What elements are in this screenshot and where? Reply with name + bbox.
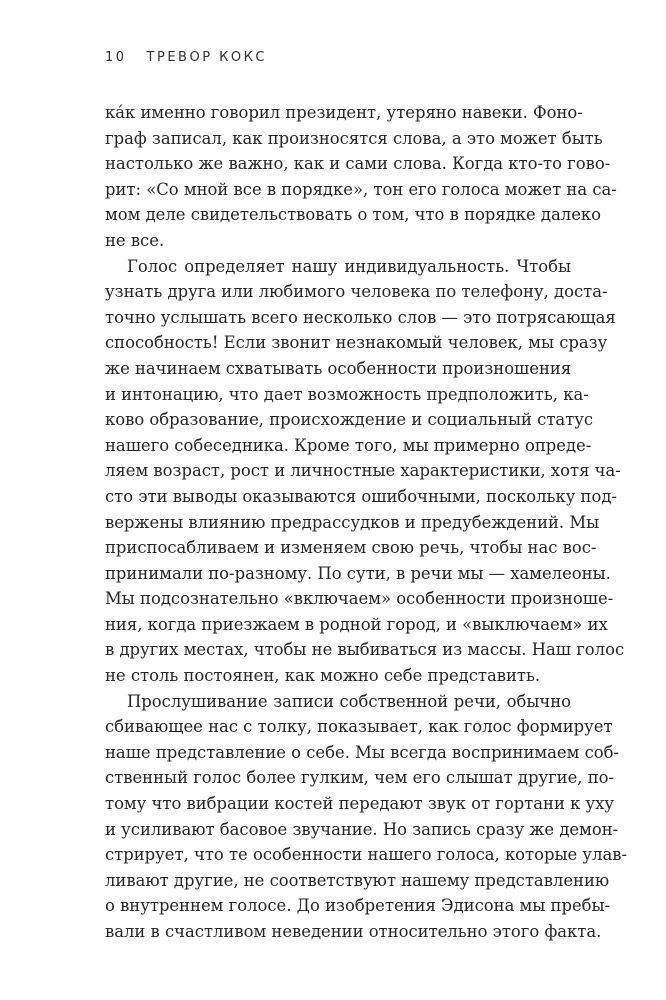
paragraph-3 [105, 689, 628, 945]
text-line: граф записал, как произносятся слова, а это может быть [105, 128, 603, 148]
text-line: способность! Если звонит незнакомый человек, мы сразу [105, 333, 608, 353]
text-line: ляем возраст, рост и личностные характеристики, хотя ча- [105, 461, 621, 481]
text-line: сбивающее нас с толку, показывает, как голос формирует [105, 717, 613, 737]
text-line: не столь постоянен, как можно себе представить. [105, 666, 541, 686]
text-line: ния, когда приезжаем в родной город, и «выключаем» их [105, 614, 608, 634]
text-line: ка́к именно говорил президент, утеряно навеки. Фоно- [105, 103, 583, 122]
text-line: настолько же важно, как и сами слова. Когда кто-то гово- [105, 154, 611, 174]
text-line: вержены влиянию предрассудков и предубеждений. Мы [105, 512, 600, 532]
text-line: мом деле свидетельствовать о том, что в порядке далеко [105, 205, 602, 225]
text-line: принимали по-разному. По сути, в речи мы — хамелеоны. [105, 563, 611, 583]
text-line: наше представление о себе. Мы всегда воспринимаем соб- [105, 742, 620, 762]
paragraph-2 [105, 254, 625, 689]
text-line: точно услышать всего несколько слов — это потрясающая [105, 307, 616, 327]
running-head-author: ТРЕВОР КОКС [146, 50, 267, 65]
paragraph-1 [105, 100, 617, 254]
page-number: 10 [105, 50, 127, 65]
running-head [105, 50, 267, 65]
text-line: не все. [105, 230, 165, 250]
text-line: в других местах, чтобы не выбиваться из массы. Наш голос [105, 640, 625, 660]
text-line: ливают другие, не соответствуют нашему представлению [105, 870, 610, 890]
text-line: тому что вибрации костей передают звук от гортани к уху [105, 794, 615, 814]
text-line: и интонацию, что дает возможность предположить, ка- [105, 384, 589, 404]
text-line: вали в счастливом неведении относительно этого факта. [105, 922, 602, 941]
text-line: рит: «Со мной все в порядке», тон его голоса может на са- [105, 179, 617, 199]
text-line: ково образование, происхождение и социальный статус [105, 410, 594, 430]
text-line: Прослушивание записи собственной речи, обычно [127, 691, 571, 711]
text-line: же начинаем схватывать особенности произношения [105, 358, 572, 378]
text-line: стрирует, что те особенности нашего голоса, которые улав- [105, 845, 628, 865]
text-line: Мы подсознательно «включаем» особенности произноше- [105, 589, 614, 609]
text-line: и усиливают басовое звучание. Но запись сразу же демон- [105, 819, 619, 839]
text-line: ственный голос более гулким, чем его слышат другие, по- [105, 768, 615, 788]
text-line: приспосабливаем и изменяем свою речь, чтобы нас вос- [105, 538, 597, 558]
text-line: о внутреннем голосе. До изобретения Эдисона мы пребы- [105, 896, 611, 916]
text-line: Голос определяет нашу индивидуальность. Чтобы [127, 256, 571, 276]
body-text [105, 100, 628, 945]
text-line: узнать друга или любимого человека по телефону, доста- [105, 282, 608, 302]
text-line: нашего собеседника. Кроме того, мы примерно опреде- [105, 435, 592, 455]
text-line: сто эти выводы оказываются ошибочными, поскольку под- [105, 486, 617, 506]
